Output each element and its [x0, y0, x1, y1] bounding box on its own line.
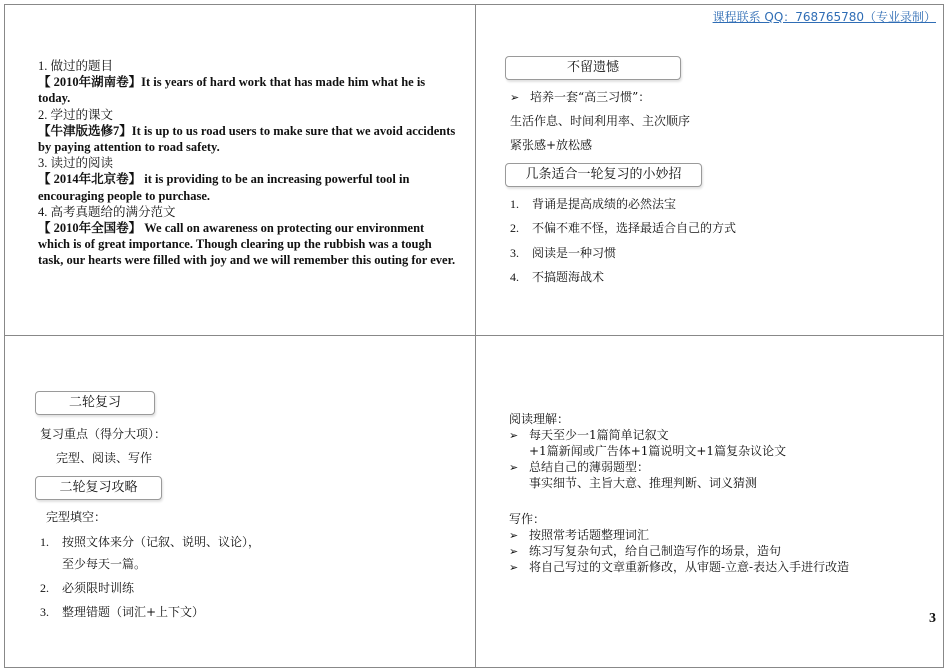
item-title: 3. 读过的阅读: [38, 156, 114, 171]
example-item: [38, 204, 458, 269]
habit-title-text: 培养一套“高三习惯”：: [530, 90, 651, 104]
reading-item: [509, 426, 669, 443]
arrow-bullet-icon: ➢: [509, 429, 519, 442]
step-text: 整理错题（词汇+上下文）: [62, 605, 205, 619]
writing-text: 练习写复杂句式，给自己制造写作的场景，造句: [529, 544, 782, 558]
writing-text: 按照常考话题整理词汇: [529, 528, 650, 542]
step-item: [40, 579, 134, 596]
step-item: [40, 603, 204, 620]
reading-text: 每天至少一1篇简单记叙文: [529, 428, 669, 442]
page-number: 3: [929, 611, 936, 626]
second-review-box: 二轮复习: [35, 391, 155, 415]
item-example: 【 2010年全国卷】 We call on awareness on protecting our environment which is of great importance. Though clearing up the rubbish was a tough task, our hearts were filled with joy and we will remember this outing for ever.: [38, 221, 456, 268]
item-title: 4. 高考真题给的满分范文: [38, 204, 176, 219]
item-title: 2. 学过的课文: [38, 107, 114, 122]
habit-line: 生活作息、时间利用率、主次顺序: [510, 114, 691, 128]
reading-item: [509, 458, 649, 475]
step-text: 至少每天一篇。: [62, 557, 147, 571]
step-item: [40, 555, 146, 572]
tip-number: 4.: [510, 270, 519, 284]
tip-item: [510, 268, 604, 285]
tip-text: 不搞题海战术: [532, 270, 605, 284]
item-example: 【 2014年北京卷】 it is providing to be an increasing powerful tool in encouraging people to purchase.: [38, 172, 410, 203]
no-regrets-box: 不留遗憾: [505, 56, 681, 80]
step-number: 2.: [40, 581, 49, 595]
examples-section: [38, 58, 458, 269]
example-item: [38, 155, 458, 204]
writing-item: [509, 558, 849, 575]
step-item: [40, 533, 260, 550]
tip-item: [510, 195, 676, 212]
item-example: 【牛津版选修7】It is up to us road users to make sure that we avoid accidents by paying attention to road safety.: [38, 123, 456, 155]
step-text: 按照文体来分（记叙、说明、议论），: [62, 535, 261, 549]
writing-text: 将自己写过的文章重新修改，从审题-立意-表达入手进行改造: [529, 560, 850, 574]
writing-title: 写作：: [509, 512, 546, 526]
arrow-bullet-icon: ➢: [509, 545, 519, 558]
step-text: 必须限时训练: [62, 581, 135, 595]
tip-number: 1.: [510, 197, 519, 211]
horizontal-divider: [4, 335, 944, 336]
arrow-bullet-icon: ➢: [509, 561, 519, 574]
tips-box: 几条适合一轮复习的小妙招: [505, 163, 702, 187]
writing-item: [509, 526, 649, 543]
review-focus-items: 完型、阅读、写作: [56, 451, 153, 465]
item-example: 【 2010年湖南卷】It is years of hard work that has made him what he is today.: [38, 75, 426, 106]
reading-title: 阅读理解：: [509, 412, 570, 426]
step-number: 3.: [40, 605, 49, 619]
tip-text: 背诵是提高成绩的必然法宝: [532, 197, 677, 211]
step-number: 1.: [40, 535, 49, 549]
tip-text: 阅读是一种习惯: [532, 246, 617, 260]
writing-item: [509, 542, 781, 559]
tip-number: 2.: [510, 221, 519, 235]
arrow-bullet-icon: ➢: [509, 461, 519, 474]
reading-item: +1篇新闻或广告体+1篇说明文+1篇复杂议论文: [529, 444, 787, 458]
reading-item: 事实细节、主旨大意、推理判断、词义猜测: [529, 476, 758, 490]
arrow-bullet-icon: ➢: [509, 529, 519, 542]
review-focus: 复习重点（得分大项）：: [40, 427, 167, 441]
tip-item: [510, 219, 736, 236]
vertical-divider: [475, 4, 476, 668]
example-item: [38, 107, 458, 156]
strategy-box: 二轮复习攻略: [35, 476, 162, 500]
cloze-title: 完型填空：: [46, 510, 107, 524]
example-item: [38, 58, 458, 107]
reading-text: 总结自己的薄弱题型：: [529, 460, 650, 474]
tip-text: 不偏不难不怪，选择最适合自己的方式: [532, 221, 737, 235]
habit-title: [510, 88, 650, 105]
item-title: 1. 做过的题目: [38, 59, 114, 73]
habit-line: 紧张感+放松感: [510, 138, 593, 152]
tip-item: [510, 244, 616, 261]
tip-number: 3.: [510, 246, 519, 260]
course-contact-link[interactable]: 课程联系 QQ：768765780（专业录制）: [712, 10, 936, 24]
arrow-bullet-icon: ➢: [510, 91, 520, 104]
